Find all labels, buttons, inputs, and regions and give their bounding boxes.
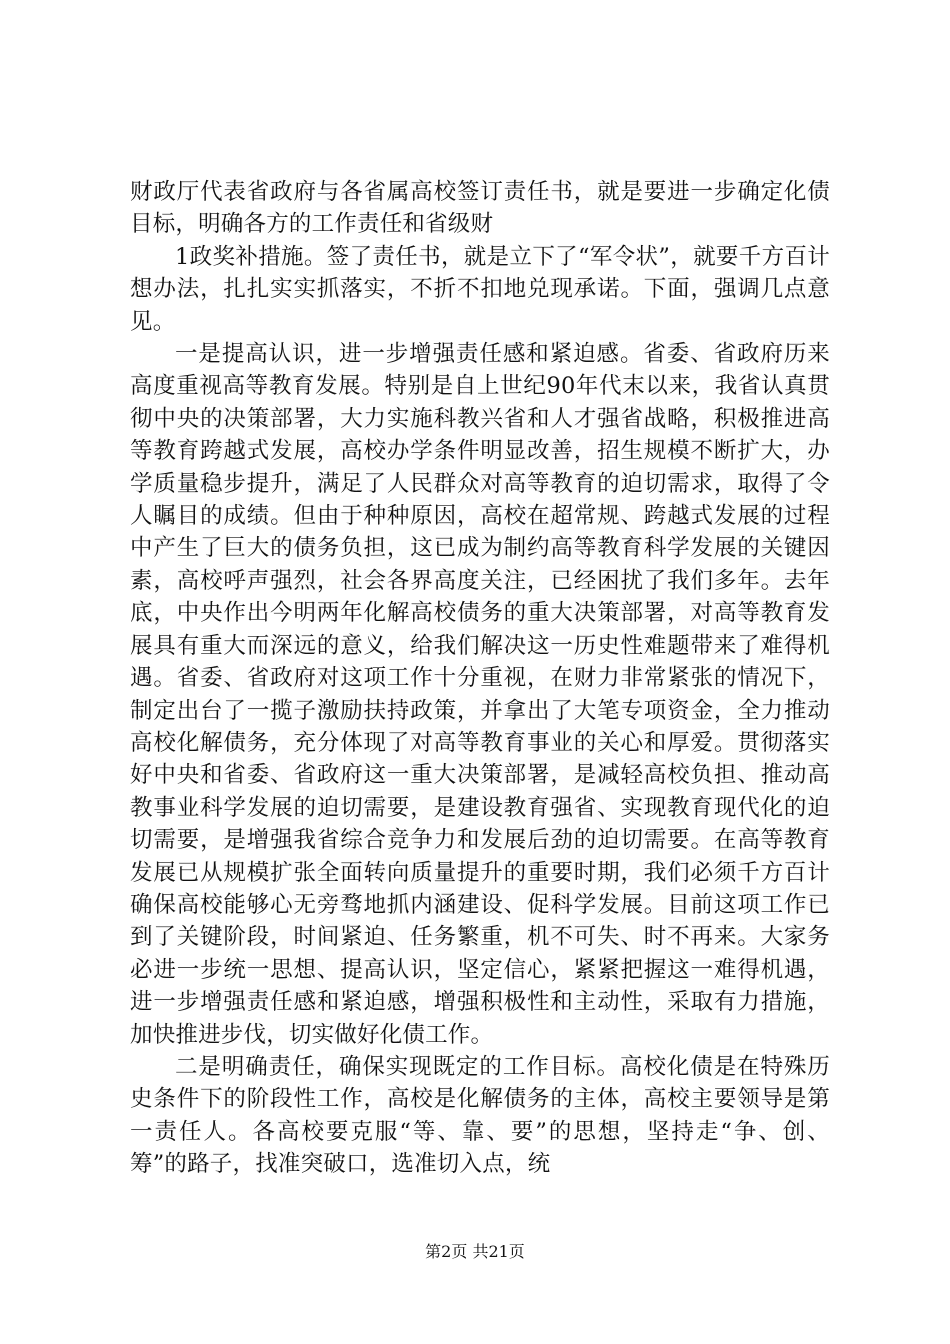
- paragraph-continuation: 财政厅代表省政府与各省属高校签订责任书，就是要进一步确定化债目标，明确各方的工作责任和省级财: [130, 179, 830, 238]
- paragraph-commitment: 1政奖补措施。签了责任书，就是立下了“军令状”，就要千方百计想办法，扎扎实实抓落实，不折不扣地兑现承诺。下面，强调几点意见。: [130, 243, 830, 335]
- page-number-label: 第2页 共21页: [425, 1242, 525, 1261]
- document-body: [130, 176, 830, 1181]
- page-footer: [0, 1242, 950, 1262]
- paragraph-point-two: 二是明确责任，确保实现既定的工作目标。高校化债是在特殊历史条件下的阶段性工作，高校是化解债务的主体，高校主要领导是第一责任人。各高校要克服“等、靠、要”的思想，坚持走“争、创、筹”的路子，找准突破口，选准切入点，统: [130, 1053, 830, 1178]
- paragraph-point-one: 一是提高认识，进一步增强责任感和紧迫感。省委、省政府历来高度重视高等教育发展。特别是自上世纪90年代末以来，我省认真贯彻中央的决策部署，大力实施科教兴省和人才强省战略，积极推进高等教育跨越式发展，高校办学条件明显改善，招生规模不断扩大，办学质量稳步提升，满足了人民群众对高等教育的迫切需求，取得了令人瞩目的成绩。但由于种种原因，高校在超常规、跨越式发展的过程中产生了巨大的债务负担，这已成为制约高等教育科学发展的关键因素，高校呼声强烈，社会各界高度关注，已经困扰了我们多年。去年底，中央作出今明两年化解高校债务的重大决策部署，对高等教育发展具有重大而深远的意义，给我们解决这一历史性难题带来了难得机遇。省委、省政府对这项工作十分重视，在财力非常紧张的情况下，制定出台了一揽子激励扶持政策，并拿出了大笔专项资金，全力推动高校化解债务，充分体现了对高等教育事业的关心和厚爱。贯彻落实好中央和省委、省政府这一重大决策部署，是减轻高校负担、推动高教事业科学发展的迫切需要，是建设教育强省、实现教育现代化的迫切需要，是增强我省综合竞争力和发展后劲的迫切需要。在高等教育发展已从规模扩张全面转向质量提升的重要时期，我们必须千方百计确保高校能够心无旁骛地抓内涵建设、促科学发展。目前这项工作已到了关键阶段，时间紧迫、任务繁重，机不可失、时不再来。大家务必进一步统一思想、提高认识，坚定信心，紧紧把握这一难得机遇，进一步增强责任感和紧迫感，增强积极性和主动性，采取有力措施，加快推进步伐，切实做好化债工作。: [130, 341, 830, 1048]
